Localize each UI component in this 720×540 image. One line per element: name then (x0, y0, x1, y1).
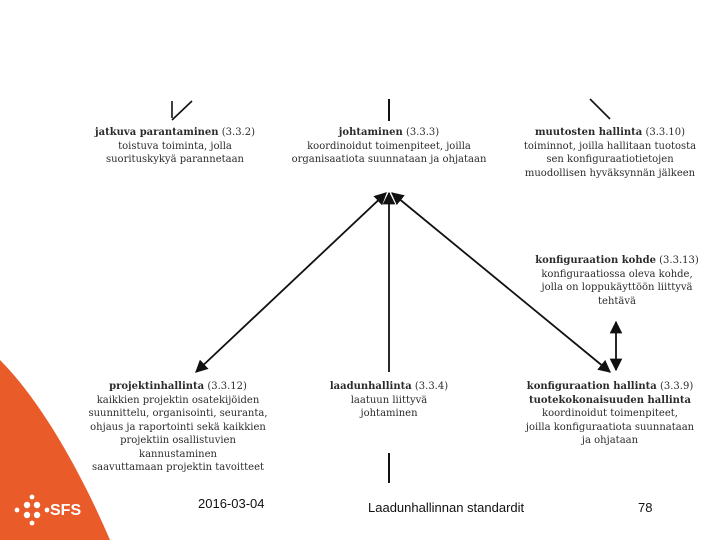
connector-muutosten-top (590, 99, 610, 119)
node-konfiguraation-kohde (522, 254, 712, 308)
sfs-logo-text: SFS (50, 502, 82, 519)
node-ref: (3.3.13) (659, 255, 699, 266)
footer-title: Laadunhallinnan standardit (368, 500, 525, 515)
node-title: konfiguraation kohde (535, 255, 656, 266)
node-ref: (3.3.2) (221, 127, 255, 138)
node-ref: (3.3.4) (414, 381, 449, 392)
connector-jatkuva-top (172, 101, 192, 120)
node-desc: koordinoidut toimenpiteet, joilla organisaatiota suunnataan ja ohjataan (291, 140, 487, 165)
footer-page-number: 78 (638, 500, 653, 515)
node-konfiguraation-hallinta (510, 380, 710, 448)
node-desc: laatuun liittyvä johtaminen (350, 394, 428, 419)
node-title: jatkuva parantaminen (95, 127, 219, 138)
node-desc: toistuva toiminta, jolla suorituskykyä parannetaan (105, 140, 244, 165)
node-ref: (3.3.10) (645, 127, 686, 138)
node-jatkuva-parantaminen (80, 126, 270, 167)
node-desc: koordinoidut toimenpiteet, joilla konfiguraatiota suunnataan ja ohjataan (525, 408, 695, 446)
node-desc: toiminnot, joilla hallitaan tuotosta sen konfiguraatiotietojen muodollisen hyväksynnän jälkeen (523, 140, 697, 179)
node-projektinhallinta (80, 380, 276, 475)
node-ref: (3.3.9) (659, 381, 694, 392)
node-desc: konfiguraatiossa oleva kohde, jolla on loppukäyttöön liittyvä tehtävä (541, 268, 693, 307)
node-muutosten-hallinta (510, 126, 710, 180)
node-desc: kaikkien projektin osatekijöiden suunnittelu, organisointi, seuranta, ohjaus ja raportointi sekä kaikkien projektiin osallistuvien kannustaminen saavuttamaan projektin tavoitteet (88, 394, 268, 473)
node-subtitle: tuotekokonaisuuden hallinta (528, 394, 692, 406)
footer-date: 2016-03-04 (198, 496, 265, 511)
node-ref: (3.3.3) (405, 127, 440, 138)
node-title: konfiguraation hallinta (526, 381, 657, 392)
node-title: johtaminen (338, 127, 403, 138)
node-laadunhallinta (314, 380, 464, 421)
arrow-projektinhallinta-johtaminen (196, 193, 386, 372)
node-title: projektinhallinta (109, 381, 205, 392)
node-johtaminen (284, 126, 494, 167)
node-title: laadunhallinta (329, 381, 412, 392)
node-ref: (3.3.12) (207, 381, 247, 392)
node-title: muutosten hallinta (534, 127, 643, 138)
